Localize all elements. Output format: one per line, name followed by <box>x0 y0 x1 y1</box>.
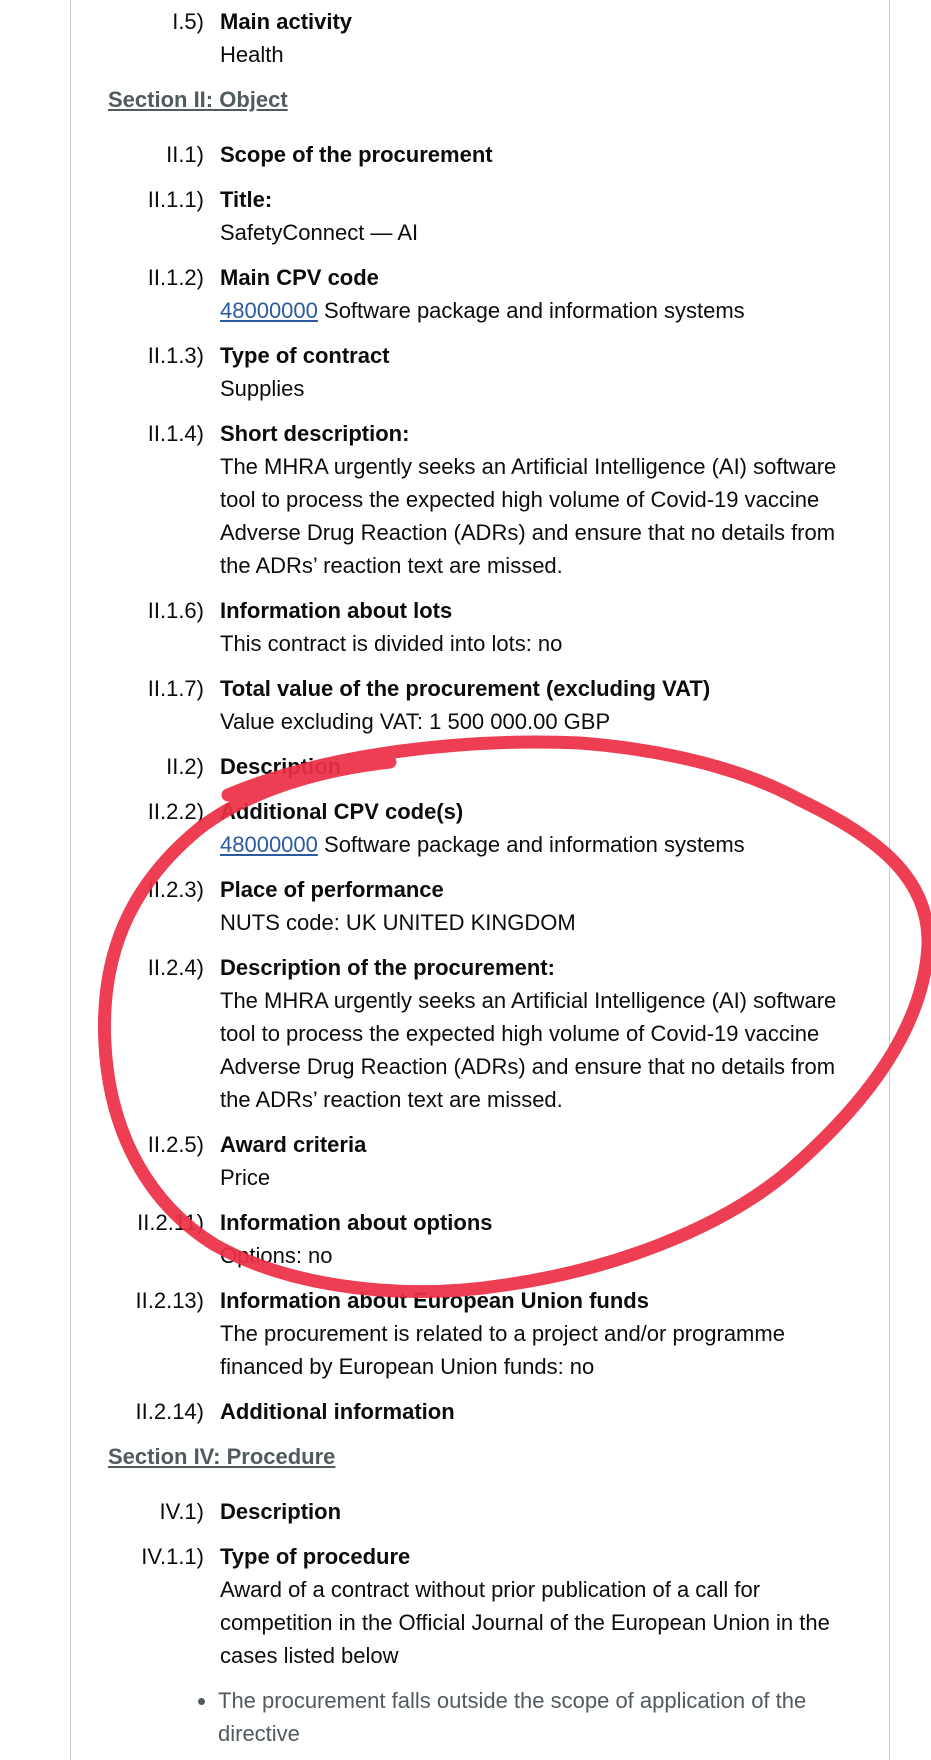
item-ii14 <box>0 417 931 582</box>
item-label: Description <box>220 754 342 779</box>
item-value-line <box>220 294 860 327</box>
item-i5 <box>0 5 931 71</box>
item-value: Options: no <box>220 1243 333 1268</box>
item-number: II.2.5) <box>147 1132 204 1157</box>
item-number: II.2) <box>166 754 204 779</box>
item-ii23 <box>0 873 931 939</box>
item-number: II.2.3) <box>147 877 204 902</box>
cpv-code-link[interactable]: 48000000 <box>220 832 318 857</box>
item-number: IV.1.1) <box>141 1544 204 1569</box>
item-label: Type of contract <box>220 343 390 368</box>
item-label: Information about lots <box>220 598 453 623</box>
cpv-description: Software package and information systems <box>324 298 745 323</box>
item-label: Short description: <box>220 421 410 446</box>
item-label: Main CPV code <box>220 265 379 290</box>
item-number: II.2.14) <box>135 1399 204 1424</box>
item-ii22 <box>0 795 931 861</box>
item-value: The MHRA urgently seeks an Artificial Intelligence (AI) software tool to process the expected high volume of Covid-19 vaccine Adverse Drug Reaction (ADRs) and ensure that no details from the ADRs’ reaction text are missed. <box>220 454 837 578</box>
item-iv1 <box>0 1495 931 1528</box>
item-number: I.5) <box>172 9 204 34</box>
item-iv11 <box>0 1540 931 1672</box>
notice-content <box>0 5 931 1750</box>
item-label: Additional information <box>220 1399 455 1424</box>
item-label: Scope of the procurement <box>220 142 493 167</box>
item-number: II.1.7) <box>147 676 204 701</box>
item-value: Supplies <box>220 376 305 401</box>
item-ii2 <box>0 750 931 783</box>
item-ii11 <box>0 183 931 249</box>
item-ii213 <box>0 1284 931 1383</box>
item-value: Award of a contract without prior publication of a call for competition in the Official Journal of the European Union in the cases listed below <box>220 1577 830 1668</box>
list-item: • The procurement falls outside the scope of application of the directive <box>218 1684 868 1750</box>
item-value: SafetyConnect — AI <box>220 220 419 245</box>
item-label: Award criteria <box>220 1132 367 1157</box>
item-label: Information about European Union funds <box>220 1288 649 1313</box>
item-label: Place of performance <box>220 877 444 902</box>
cpv-description: Software package and information systems <box>324 832 745 857</box>
item-number: II.1.6) <box>147 598 204 623</box>
item-number: IV.1) <box>159 1499 204 1524</box>
section-heading-procedure[interactable]: Section IV: Procedure <box>108 1444 336 1469</box>
item-label: Additional CPV code(s) <box>220 799 464 824</box>
item-value: Health <box>220 42 284 67</box>
item-label: Main activity <box>220 9 353 34</box>
item-value-line <box>220 828 860 861</box>
cpv-code-link[interactable]: 48000000 <box>220 298 318 323</box>
item-value: NUTS code: UK UNITED KINGDOM <box>220 910 576 935</box>
item-label: Information about options <box>220 1210 493 1235</box>
item-ii211 <box>0 1206 931 1272</box>
item-number: II.2.2) <box>147 799 204 824</box>
item-number: II.1) <box>166 142 204 167</box>
item-number: II.1.4) <box>147 421 204 446</box>
item-number: II.1.3) <box>147 343 204 368</box>
item-number: II.1.2) <box>147 265 204 290</box>
item-label: Description of the procurement: <box>220 955 555 980</box>
item-number: II.2.11) <box>137 1210 204 1235</box>
item-value: Value excluding VAT: 1 500 000.00 GBP <box>220 709 611 734</box>
item-value: This contract is divided into lots: no <box>220 631 563 656</box>
item-number: II.2.13) <box>135 1288 204 1313</box>
item-label: Description <box>220 1499 342 1524</box>
item-ii25 <box>0 1128 931 1194</box>
item-ii24 <box>0 951 931 1116</box>
item-ii16 <box>0 594 931 660</box>
item-number: II.1.1) <box>147 187 204 212</box>
item-ii17 <box>0 672 931 738</box>
item-label: Total value of the procurement (excluding VAT) <box>220 676 711 701</box>
item-number: II.2.4) <box>147 955 204 980</box>
item-ii12 <box>0 261 931 327</box>
procedure-cases-list <box>0 1684 868 1750</box>
item-ii214 <box>0 1395 931 1428</box>
item-value: The MHRA urgently seeks an Artificial Intelligence (AI) software tool to process the expected high volume of Covid-19 vaccine Adverse Drug Reaction (ADRs) and ensure that no details from the ADRs’ reaction text are missed. <box>220 988 837 1112</box>
section-heading-object[interactable]: Section II: Object <box>108 87 288 112</box>
item-value: The procurement is related to a project and/or programme financed by European Union funds: no <box>220 1321 785 1379</box>
item-label: Title: <box>220 187 273 212</box>
item-label: Type of procedure <box>220 1544 411 1569</box>
item-ii13 <box>0 339 931 405</box>
item-ii1 <box>0 138 931 171</box>
item-value: Price <box>220 1165 271 1190</box>
